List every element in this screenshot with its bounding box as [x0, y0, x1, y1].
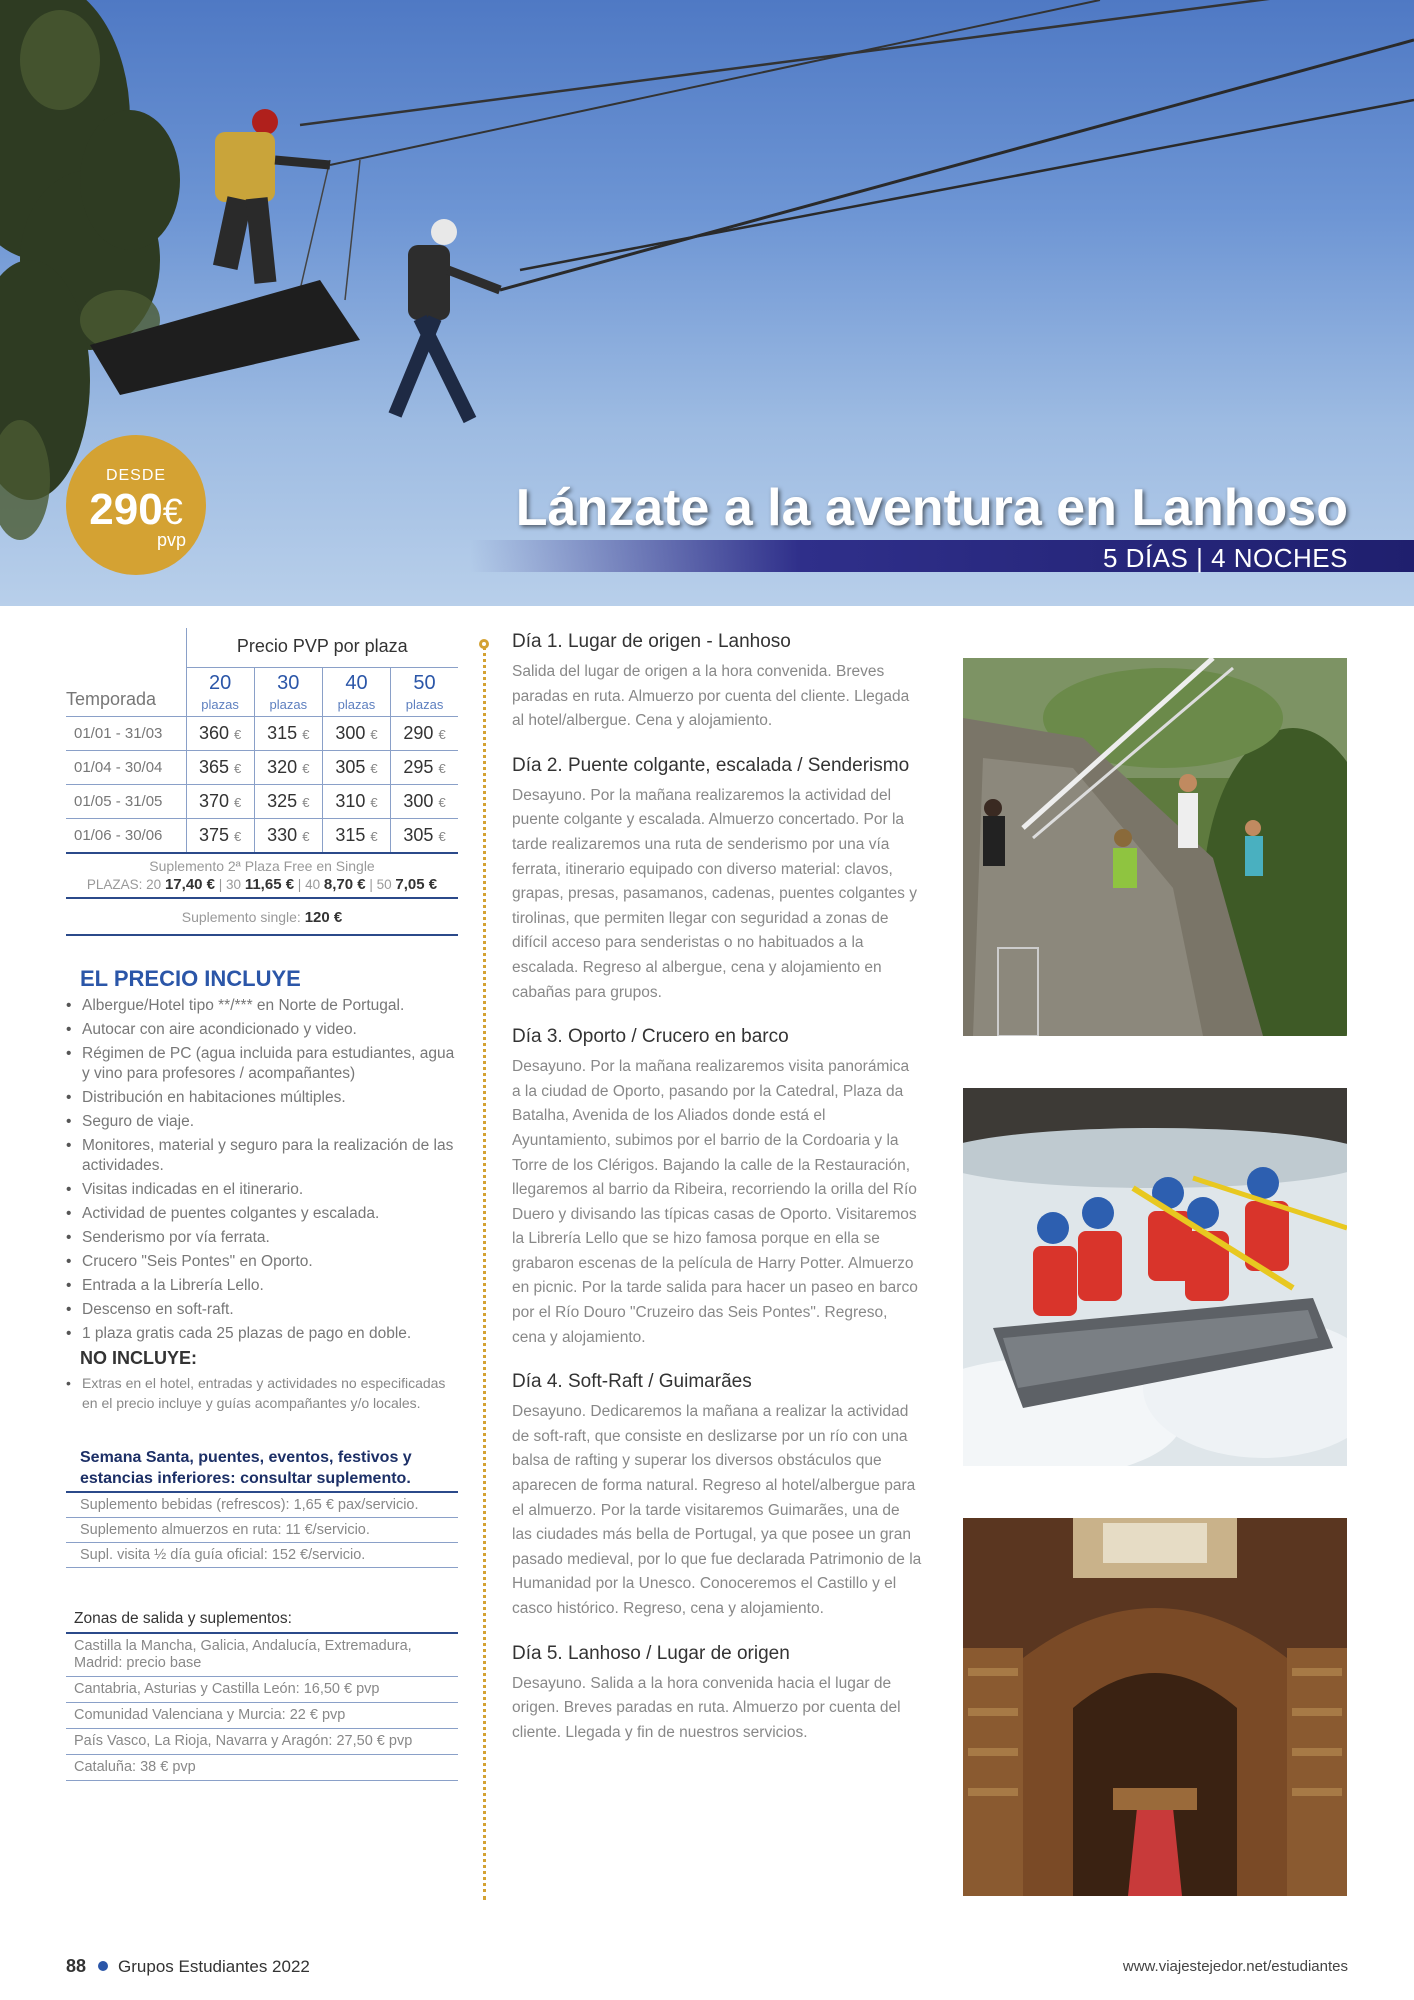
includes-list: [66, 996, 458, 1344]
zonas-list: [66, 1634, 458, 1781]
day-text: Desayuno. Por la mañana realizaremos visita panorámica a la ciudad de Oporto, pasando por la Catedral, Plaza da Batalha, Avenida de los Aliados donde está el Ayuntamiento, subimos por el barrio de la Cordoaria y la Torre de los Clérigos. Bajando la calle de la Restauración, llegaremos al barrio da Ribeira, recorriendo la orilla del Río Duero y divisando las típicas casas de Oporto. Visitaremos la Librería Lello que se hizo famosa porque en ella se grabaron escenas de la película de Harry Potter. Almuerzo en picnic. Por la tarde salida para hacer un paseo en barco por el Río Douro "Cruzeiro das Seis Pontes". Regreso, cena y alojamiento.: [512, 1058, 918, 1346]
photo-rafting: [963, 1088, 1347, 1466]
zonas-title: Zonas de salida y suplementos:: [66, 1610, 458, 1634]
not-included-list: [66, 1373, 458, 1413]
season-header: Temporada: [66, 689, 157, 709]
list-item: • Régimen de PC (agua incluida para estudiantes, agua y vino para profesores / acompañantes): [66, 1044, 458, 1084]
list-item: • Senderismo por vía ferrata.: [66, 1228, 458, 1248]
supplement-plazas: PLAZAS: 20 17,40 € | 30 11,65 € | 40 8,70 € | 50 7,05 €: [66, 876, 458, 899]
includes-title: EL PRECIO INCLUYE: [80, 965, 301, 991]
price-table-title: Precio PVP por plaza: [186, 628, 458, 668]
list-item: País Vasco, La Rioja, Navarra y Aragón: 27,50 € pvp: [66, 1729, 458, 1755]
list-item: • Extras en el hotel, entradas y actividades no especificadas en el precio incluye y guías acompañantes y/o locales.: [66, 1373, 458, 1413]
left-column: [66, 628, 458, 1781]
list-item: • Crucero "Seis Pontes" en Oporto.: [66, 1252, 458, 1272]
list-item: Supl. visita ½ día guía oficial: 152 €/servicio.: [66, 1543, 458, 1568]
list-item: Suplemento bebidas (refrescos): 1,65 € pax/servicio.: [66, 1493, 458, 1518]
list-item: • Descenso en soft-raft.: [66, 1300, 458, 1320]
price-cell: 370 €: [186, 785, 254, 819]
price-cell: 325 €: [254, 785, 322, 819]
table-row: [66, 785, 458, 819]
table-row: [66, 751, 458, 785]
list-item: • Actividad de puentes colgantes y escalada.: [66, 1204, 458, 1224]
price-amount: 290€: [89, 485, 183, 534]
price-from-badge: [66, 435, 206, 575]
col-header-30: 30 plazas: [254, 668, 322, 717]
day-text: Desayuno. Salida a la hora convenida hacia el lugar de origen. Breves paradas en ruta. Almuerzo por cuenta del cliente. Llegada y fin de nuestros servicios.: [512, 1674, 901, 1741]
day-title: Día 5. Lanhoso / Lugar de origen: [512, 1642, 790, 1664]
price-cell: 365 €: [186, 751, 254, 785]
list-item: Suplemento almuerzos en ruta: 11 €/servicio.: [66, 1518, 458, 1543]
publication-name: Grupos Estudiantes 2022: [118, 1957, 310, 1976]
row-dates: 01/01 - 31/03: [66, 717, 186, 751]
list-item: • Albergue/Hotel tipo **/*** en Norte de Portugal.: [66, 996, 458, 1016]
itinerary: [512, 630, 922, 1765]
price-cell: 305 €: [391, 819, 458, 853]
price-cell: 300 €: [391, 785, 458, 819]
semana-santa-title: Semana Santa, puentes, eventos, festivos y estancias inferiores: consultar suplemento.: [66, 1447, 458, 1493]
semana-santa-lines: [66, 1493, 458, 1568]
day-title: Día 1. Lugar de origen - Lanhoso: [512, 631, 791, 652]
price-from-label: DESDE: [105, 467, 167, 484]
column-divider: [483, 646, 486, 1900]
day-text: Salida del lugar de origen a la hora convenida. Breves paradas en ruta. Almuerzo por cuenta del cliente. Llegada al hotel/albergue. Cena y alojamiento.: [512, 663, 910, 730]
price-cell: 290 €: [391, 717, 458, 751]
price-cell: 310 €: [322, 785, 390, 819]
col-header-20: 20 plazas: [186, 668, 254, 717]
duration-bar: [470, 540, 1414, 572]
price-cell: 375 €: [186, 819, 254, 853]
not-included-title: NO INCLUYE:: [80, 1347, 197, 1368]
list-item: Comunidad Valenciana y Murcia: 22 € pvp: [66, 1703, 458, 1729]
row-dates: 01/06 - 30/06: [66, 819, 186, 853]
day-title: Día 3. Oporto / Crucero en barco: [512, 1026, 789, 1048]
list-item: • 1 plaza gratis cada 25 plazas de pago en doble.: [66, 1324, 458, 1344]
price-cell: 330 €: [254, 819, 322, 853]
list-item: • Distribución en habitaciones múltiples.: [66, 1088, 458, 1108]
list-item: • Seguro de viaje.: [66, 1112, 458, 1132]
list-item: • Autocar con aire acondicionado y video.: [66, 1020, 458, 1040]
price-cell: 315 €: [322, 819, 390, 853]
list-item: Cantabria, Asturias y Castilla León: 16,50 € pvp: [66, 1677, 458, 1703]
list-item: Castilla la Mancha, Galicia, Andalucía, Extremadura, Madrid: precio base: [66, 1634, 458, 1677]
col-header-50: 50 plazas: [391, 668, 458, 717]
duration-label: 5 DÍAS | 4 NOCHES: [1103, 543, 1348, 573]
price-cell: 300 €: [322, 717, 390, 751]
price-suffix: pvp: [156, 530, 186, 550]
day-title: Día 4. Soft-Raft / Guimarães: [512, 1371, 752, 1393]
supplement-note: Suplemento 2ª Plaza Free en Single: [149, 857, 375, 874]
photo-climbing: [963, 658, 1347, 1036]
price-cell: 295 €: [391, 751, 458, 785]
list-item: • Monitores, material y seguro para la realización de las actividades.: [66, 1136, 458, 1176]
list-item: • Entrada a la Librería Lello.: [66, 1276, 458, 1296]
row-dates: 01/04 - 30/04: [66, 751, 186, 785]
list-item: • Visitas indicadas en el itinerario.: [66, 1180, 458, 1200]
list-item: Cataluña: 38 € pvp: [66, 1755, 458, 1781]
price-table: [66, 628, 458, 854]
price-cell: 305 €: [322, 751, 390, 785]
photo-library: [963, 1518, 1347, 1896]
footer-url[interactable]: www.viajestejedor.net/estudiantes: [1122, 1958, 1348, 1975]
table-row: [66, 819, 458, 853]
supplement-single: Suplemento single: 120 €: [66, 909, 458, 936]
col-header-40: 40 plazas: [322, 668, 390, 717]
footer-publication: [66, 1956, 310, 1977]
day-text: Desayuno. Por la mañana realizaremos la actividad del puente colgante y escalada. Almuerzo concertado. Por la tarde realizaremos una ruta de senderismo por una vía ferrata, itinerario equipado con diverso material: clavos, grapas, presas, pasamanos, cadenas, puentes colgantes y tirolinas, que permiten llegar con seguridad a zonas de difícil acceso para senderistas o no habituados a la escalada. Regreso al albergue, cena y alojamiento en cabañas para grupos.: [512, 786, 917, 1001]
day-text: Desayuno. Dedicaremos la mañana a realizar la actividad de soft-raft, que consiste en deslizarse por un río con una balsa de rafting y superar los diversos obstáculos que aparecen de forma natural. Regreso al hotel/albergue para el almuerzo. Por la tarde visitaremos Guimarães, una de las ciudades más bella de Portugal, ya que posee un gran pasado medieval, por lo que fue declarada Patrimonio de la Humanidad por la Unesco. Conoceremos el Castillo y el casco histórico. Regreso, cena y alojamiento.: [512, 1403, 922, 1617]
row-dates: 01/05 - 31/05: [66, 785, 186, 819]
hero-banner: [0, 0, 1414, 606]
table-row: [66, 717, 458, 751]
day-title: Día 2. Puente colgante, escalada / Senderismo: [512, 754, 910, 776]
price-cell: 315 €: [254, 717, 322, 751]
bullet-icon: [98, 1961, 108, 1971]
price-cell: 320 €: [254, 751, 322, 785]
price-cell: 360 €: [186, 717, 254, 751]
page-number: 88: [66, 1956, 87, 1976]
page-title: Lánzate a la aventura en Lanhoso: [515, 479, 1348, 537]
